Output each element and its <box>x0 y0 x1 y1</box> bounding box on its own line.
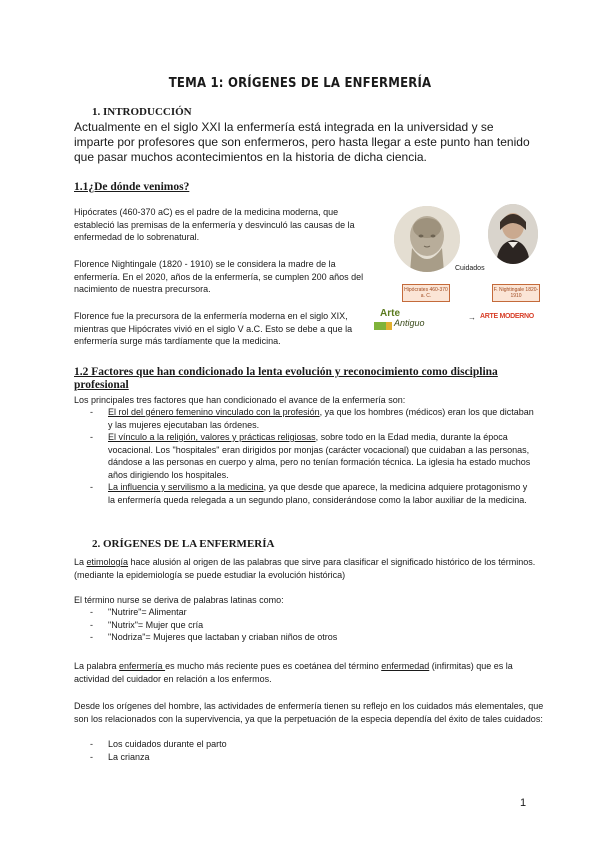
section-1-heading: 1. INTRODUCCIÓN <box>92 106 192 118</box>
cuidados-list <box>74 738 536 763</box>
list-item <box>74 631 536 644</box>
section-1-2-heading: 1.2 Factores que han condicionado la lenta evolución y reconocimiento como disciplina profesional <box>74 366 498 391</box>
enfermeria-word: enfermería <box>119 661 166 671</box>
dash-bullet: - <box>90 607 93 617</box>
section-1-text: Actualmente en el siglo XXI la enfermería está integrada en la universidad y se imparte por profesores que son enfermeros, pero hasta llegar a este punto han tenido que pasar muchos acontecimientos en la historia de dicha ciencia. <box>74 120 530 164</box>
latin-term: "Nutrire"= Alimentar <box>108 607 187 617</box>
cuidado-item: La crianza <box>108 751 150 762</box>
section-1-1-heading: 1.1¿De dónde venimos? <box>74 181 190 193</box>
dash-bullet: - <box>90 482 93 492</box>
text-fragment: La <box>74 557 87 567</box>
etimologia-word: etimología <box>86 557 129 567</box>
arte-color-swatch-green <box>374 322 386 330</box>
arrow-icon: → <box>468 313 476 322</box>
cuidado-item: Los cuidados durante el parto <box>108 739 227 749</box>
dash-bullet: - <box>90 632 93 642</box>
dash-bullet: - <box>90 407 93 417</box>
moderno-word: ARTE MODERNO <box>480 313 534 320</box>
hipocrates-caption: Hipócrates 460-370 a. C. <box>402 284 450 302</box>
factor-text: , ya que los hombres (médicos) eran los que dictaban y las mujeres ejecutaban las órdenes. <box>108 407 534 430</box>
latin-term: "Nodriza"= Mujeres que lactaban y criaban niños de otros <box>108 632 338 642</box>
list-item <box>74 406 536 431</box>
factor-text: , sobre todo en la Edad media, durante la época vocacional. Los "hospitales" eran dirigidos por monjas (carácter vocacional) que cuidaban a las personas, dándose a las personas en cuerpo y alma, pero no tenían formación técnica. La iglesia ha estado muchos años dirigiendo los hospitales. <box>108 432 531 480</box>
list-item <box>74 606 536 619</box>
latin-terms-list <box>74 606 536 644</box>
factor-highlight: La influencia y servilismo a la medicina <box>108 482 264 492</box>
nurse-paragraph: El término nurse se deriva de palabras latinas como: <box>74 595 284 605</box>
nightingale-paragraph: Florence Nightingale (1820 - 1910) se le considera la madre de la enfermería. En el 2020, años de la enfermería, se cumplen 200 años del nacimiento de nuestra precursora. <box>74 259 364 294</box>
dash-bullet: - <box>90 619 93 630</box>
dash-bullet: - <box>90 751 93 762</box>
arte-color-swatch-yellow <box>386 322 392 330</box>
hipocrates-paragraph: Hipócrates (460-370 aC) es el padre de la medicina moderna, que estableció las premisas de la enfermería y desvinculó las causas de la enfermedad de lo sobrenatural. <box>74 207 355 242</box>
page-number: 1 <box>520 797 527 809</box>
etimologia-paragraph <box>74 556 544 581</box>
nightingale-caption: F. Nightingale 1820-1910 <box>492 284 540 302</box>
list-item <box>74 431 536 481</box>
enfermeria-paragraph <box>74 660 544 685</box>
text-fragment: es mucho más reciente pues es coetánea del término <box>165 661 382 671</box>
arte-word: Arte <box>380 308 401 319</box>
nightingale-portrait <box>488 204 538 264</box>
history-figure <box>372 200 552 340</box>
precursora-paragraph: Florence fue la precursora de la enfermería moderna en el siglo XIX, mientras que Hipócrates vivió en el siglo V a.C. Esto se debe a que la enfermería surge más tardíamente que la medicina. <box>74 311 353 346</box>
dash-bullet: - <box>90 432 93 442</box>
dash-bullet: - <box>90 739 93 749</box>
list-item <box>74 751 536 764</box>
antiguo-word: Antiguo <box>394 318 425 328</box>
latin-term: "Nutrix"= Mujer que cría <box>108 619 204 630</box>
factores-list <box>74 406 536 506</box>
text-fragment: (infirmitas) que es la actividad del cuidador en relación a los enfermos. <box>74 661 513 684</box>
list-item <box>74 481 536 506</box>
origenes-paragraph: Desde los orígenes del hombre, las actividades de enfermería tienen su reflejo en los cuidados más elementales, que son los relacionados con la supervivencia, ya que la perpetuación de la especia dependía del éxito de tales cuidados: <box>74 701 544 724</box>
factor-highlight: El vínculo a la religión, valores y prácticas religiosas <box>108 432 316 442</box>
text-fragment: La palabra <box>74 661 120 671</box>
cuidados-label: Cuidados <box>455 265 485 272</box>
enfermedad-word: enfermedad <box>381 661 430 671</box>
text-fragment: hace alusión al origen de las palabras que sirve para clasificar el significado histórico de los términos.(mediante la epidemiología se puede estudiar la evolución histórica) <box>74 557 536 580</box>
factor-text: , ya que desde que aparece, la medicina adquiere protagonismo y la enfermería queda relegada a un segundo plano, considerándose como la labor auxiliar de la medicina. <box>108 482 528 505</box>
list-item <box>74 738 536 751</box>
list-item <box>74 619 536 632</box>
section-2-heading: 2. ORÍGENES DE LA ENFERMERÍA <box>92 538 275 550</box>
document-title: TEMA 1: ORÍGENES DE LA ENFERMERÍA <box>168 76 432 91</box>
factor-highlight: El rol del género femenino vinculado con la profesión <box>108 407 320 417</box>
factores-intro: Los principales tres factores que han condicionado el avance de la enfermería son: <box>74 395 406 405</box>
hipocrates-portrait <box>394 206 460 272</box>
